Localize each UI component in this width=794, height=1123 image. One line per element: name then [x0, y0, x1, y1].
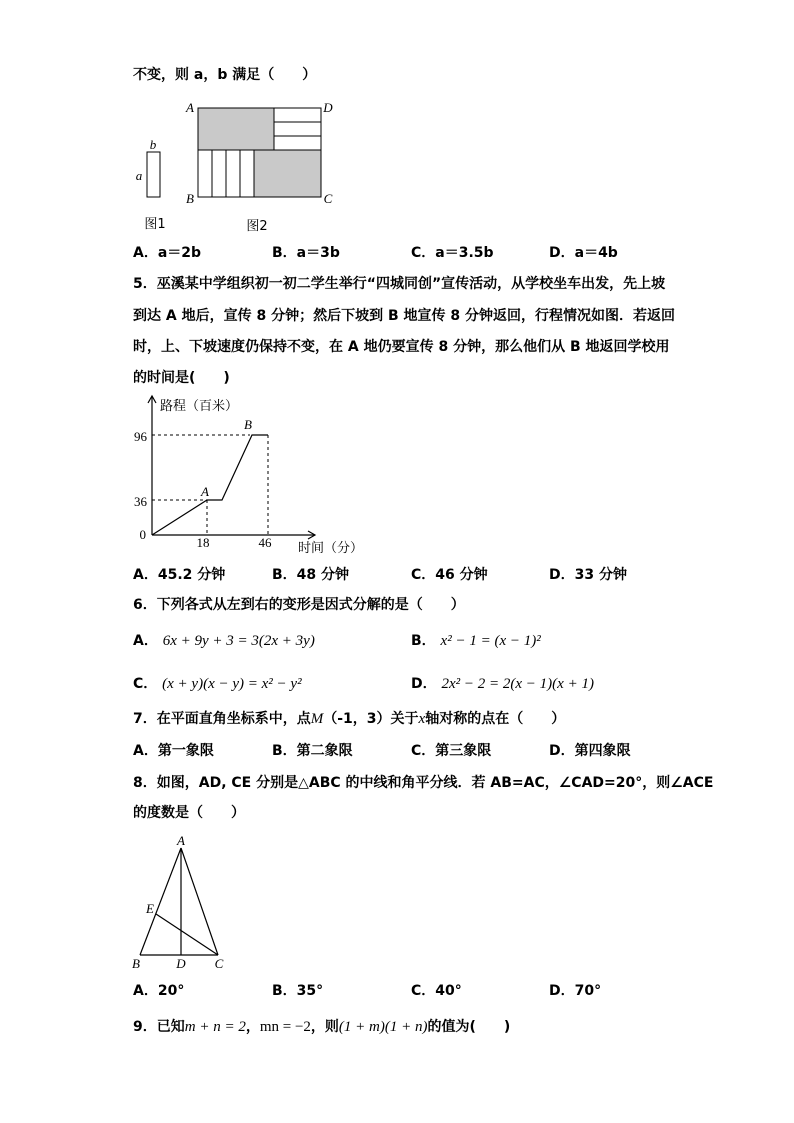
q5-stem-line-3: 时，上、下坡速度仍保持不变，在 A 地仍要宣传 8 分钟，那么他们从 B 地返回学校用 — [133, 339, 670, 355]
vertex-c-label: C — [214, 956, 224, 971]
q9-part-4: 的值为( ) — [427, 1019, 511, 1035]
q9-part-3: ，则 — [310, 1019, 339, 1035]
q4-option-d: D．a＝4b — [549, 245, 618, 261]
q6-option-d — [411, 674, 594, 694]
q5-option-b: B．48 分钟 — [272, 567, 350, 583]
point-a-label: A — [201, 484, 209, 499]
option-expression: (x + y)(x − y) = x² − y² — [162, 676, 302, 692]
gray-rect-top-left — [198, 108, 274, 150]
q8-triangle-figure — [125, 830, 230, 975]
fig1-label-b: b — [149, 137, 157, 152]
point-e-label: E — [146, 901, 154, 916]
option-label: A． — [133, 633, 158, 649]
figure-1 — [136, 137, 166, 232]
q7-stem-part-3: 轴对称的点在（ ） — [425, 711, 566, 727]
q6-stem: 6．下列各式从左到右的变形是因式分解的是（ ） — [133, 597, 465, 613]
q9-expression-1: m + n = 2 — [184, 1019, 246, 1035]
option-expression: 2x² − 2 = 2(x − 1)(x + 1) — [441, 676, 594, 692]
fig1-label-a: a — [135, 168, 143, 183]
q7-point-name: M — [310, 711, 324, 727]
q8-option-a: A．20° — [133, 983, 185, 999]
q5-stem-line-4: 的时间是( ) — [133, 370, 230, 386]
q6-option-c — [133, 674, 302, 694]
q7-stem — [133, 709, 565, 729]
q9-expression-3: (1 + m)(1 + n) — [338, 1019, 428, 1035]
x-tick-18: 18 — [196, 535, 210, 550]
q6-option-a — [133, 631, 315, 651]
option-label: D． — [411, 676, 437, 692]
fig2-label-d: D — [323, 100, 333, 115]
y-tick-36: 36 — [134, 494, 147, 509]
q4-option-c: C．a＝3.5b — [411, 245, 494, 261]
y-tick-96: 96 — [134, 429, 147, 444]
y-axis-label: 路程（百米） — [160, 399, 239, 414]
point-b-label: B — [244, 417, 252, 432]
figure-2 — [185, 100, 333, 234]
x-axis-label: 时间（分） — [298, 541, 364, 556]
q8-option-b: B．35° — [272, 983, 324, 999]
q9-stem — [133, 1017, 510, 1037]
q8-option-d: D．70° — [549, 983, 602, 999]
fig2-label-c: C — [323, 191, 333, 206]
q7-option-b: B．第二象限 — [272, 743, 353, 759]
x-tick-46: 46 — [258, 535, 272, 550]
q4-figure — [120, 95, 350, 240]
q6-option-b — [411, 631, 541, 651]
q7-stem-part-2: （-1，3）关于 — [323, 711, 419, 727]
q5-stem-line-2: 到达 A 地后，宣传 8 分钟；然后下坡到 B 地宣传 8 分钟返回，行程情况如图．若返回 — [133, 308, 675, 324]
point-d-label: D — [176, 956, 186, 971]
q7-stem-part-1: 7．在平面直角坐标系中，点 — [133, 711, 311, 727]
q9-part-2: ， — [245, 1019, 260, 1035]
option-label: C． — [133, 676, 158, 692]
option-label: B． — [411, 633, 436, 649]
gray-rect-bottom-right — [254, 150, 321, 197]
q5-option-d: D．33 分钟 — [549, 567, 627, 583]
q4-option-b: B．a＝3b — [272, 245, 340, 261]
fig2-label-a: A — [186, 100, 194, 115]
option-expression: 6x + 9y + 3 = 3(2x + 3y) — [162, 633, 315, 649]
q5-distance-time-graph — [125, 390, 375, 560]
route-line — [152, 435, 268, 535]
q7-option-a: A．第一象限 — [133, 743, 214, 759]
q7-option-d: D．第四象限 — [549, 743, 631, 759]
vertex-a-label: A — [177, 833, 185, 848]
q5-option-a: A．45.2 分钟 — [133, 567, 226, 583]
q7-axis-name: x — [418, 711, 426, 727]
q8-option-c: C．40° — [411, 983, 462, 999]
fig2-caption: 图2 — [246, 219, 268, 234]
q8-stem-line-1: 8．如图，AD, CE 分别是△ABC 的中线和角平分线．若 AB=AC，∠CAD=20°，则∠ACE — [133, 775, 714, 791]
fig2-label-b: B — [186, 191, 194, 206]
q8-stem-line-2: 的度数是（ ） — [133, 805, 245, 821]
q5-option-c: C．46 分钟 — [411, 567, 488, 583]
fig1-caption: 图1 — [144, 217, 166, 232]
bisector-ce — [156, 914, 218, 955]
option-expression: x² − 1 = (x − 1)² — [440, 633, 541, 649]
q7-option-c: C．第三象限 — [411, 743, 492, 759]
origin-label: 0 — [139, 527, 146, 542]
q4-option-a: A．a＝2b — [133, 245, 202, 261]
small-rectangle — [147, 152, 160, 197]
q5-stem-line-1: 5．巫溪某中学组织初一初二学生举行“四城同创”宣传活动，从学校坐车出发，先上坡 — [133, 276, 666, 292]
q9-expression-2: mn = −2 — [259, 1019, 311, 1035]
q9-part-1: 9．已知 — [133, 1019, 185, 1035]
q4-stem-tail: 不变，则 a，b 满足（ ） — [133, 67, 317, 83]
side-ac — [181, 848, 218, 955]
vertex-b-label: B — [132, 956, 140, 971]
